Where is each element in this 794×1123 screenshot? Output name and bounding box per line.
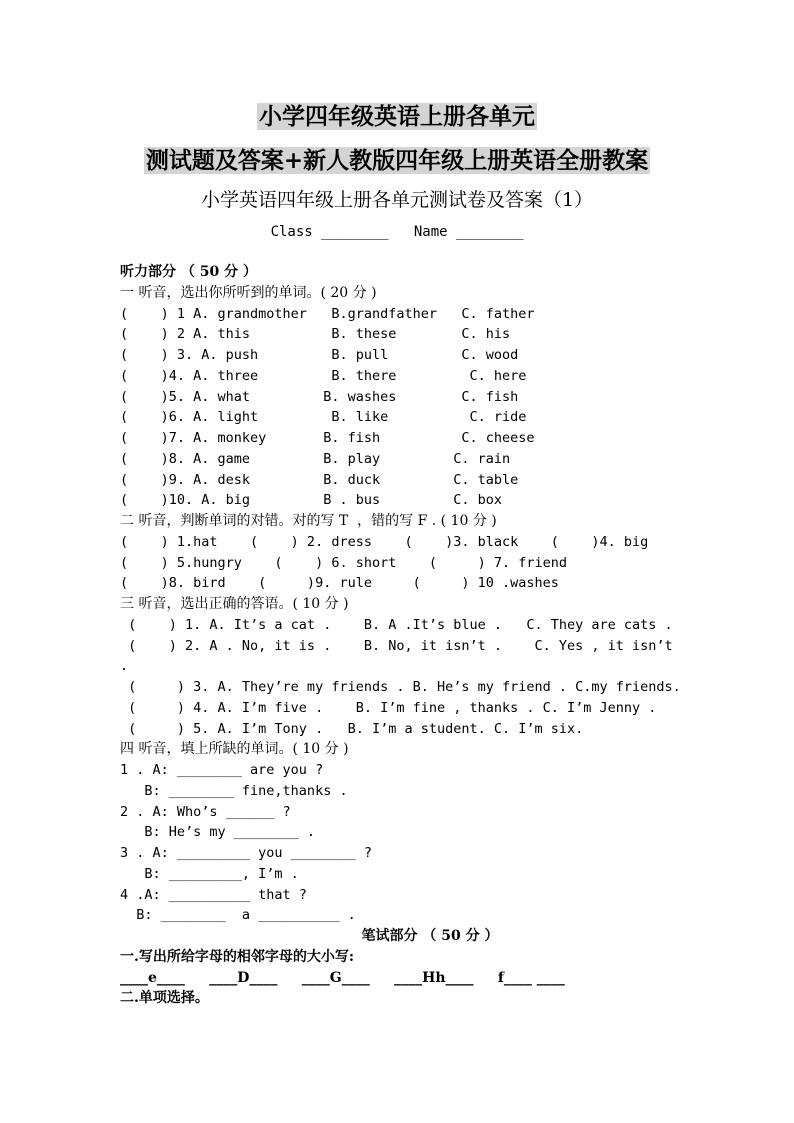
question-line: . <box>120 658 129 675</box>
part-heading: 二.单项选择。 <box>120 990 209 1007</box>
section-heading-listening: 听力部分 （ 50 分 ） <box>120 264 257 280</box>
question-line: ( ) 3. A. They’re my friends . B. He’s my friend . C.my friends. <box>120 679 681 695</box>
question-line: ( ) 1. A. It’s a cat . B. A .It’s blue . C. They are cats . <box>120 616 673 633</box>
question-line: ( )6. A. light B. like C. ride <box>120 409 527 426</box>
question-line: ( )8. bird ( )9. rule ( ) 10 .washes <box>120 575 559 592</box>
part-heading: 一 听音，选出你所听到的单词。( 20 分 ) <box>120 284 377 301</box>
section-heading-written: 笔试部分 （ 50 分 ） <box>361 928 499 944</box>
question-line: ( )9. A. desk B. duck C. table <box>120 471 519 488</box>
title-line-2: 测试题及答案+新人教版四年级上册英语全册教案 <box>145 147 649 174</box>
class-name-line: Class ________ Name ________ <box>270 224 524 240</box>
question-line: ____e____ ____D____ ____G____ ____Hh____ f____ ____ <box>120 969 565 986</box>
subtitle: 小学英语四年级上册各单元测试卷及答案（1） <box>200 189 594 211</box>
question-line: 3 . A: _________ you ________ ? <box>120 845 372 861</box>
part-heading: 三 听音，选出正确的答语。( 10 分 ) <box>120 596 349 612</box>
question-line: ( )10. A. big B . bus C. box <box>120 492 503 509</box>
question-line: ( ) 2 A. this B. these C. his <box>120 326 511 343</box>
question-line: B: ________ fine,thanks . <box>120 782 348 799</box>
question-line: ( ) 1 A. grandmother B.grandfather C. father <box>120 305 535 322</box>
question-line: ( )5. A. what B. washes C. fish <box>120 388 519 405</box>
question-line: ( ) 4. A. I’m five . B. I’m fine , thanks . C. I’m Jenny . <box>120 699 657 716</box>
question-line: ( )8. A. game B. play C. rain <box>120 450 511 467</box>
part-heading: 二 听音，判断单词的对错。对的写 T ，错的写 F . ( 10 分 ) <box>120 513 497 529</box>
question-line: B: ________ a __________ . <box>120 907 356 924</box>
question-line: B: He’s my ________ . <box>120 824 316 841</box>
question-line: ( ) 1.hat ( ) 2. dress ( )3. black ( )4. big <box>120 533 649 550</box>
question-line: ( ) 5.hungry ( ) 6. short ( ) 7. friend <box>120 554 568 571</box>
question-line: ( )4. A. three B. there C. here <box>120 367 527 384</box>
title-line-1: 小学四年级英语上册各单元 <box>259 103 535 130</box>
question-line: B: _________, I’m . <box>120 865 299 882</box>
exam-body <box>120 262 740 1009</box>
question-line: ( ) 2. A . No, it is . B. No, it isn’t . C. Yes , it isn’t <box>120 637 673 654</box>
question-line: 2 . A: Who’s ______ ? <box>120 803 291 820</box>
question-line: ( )7. A. monkey B. fish C. cheese <box>120 430 535 446</box>
question-line: 4 .A: __________ that ? <box>120 886 307 903</box>
part-heading: 一.写出所给字母的相邻字母的大小写: <box>120 948 355 965</box>
part-heading: 四 听音，填上所缺的单词。( 10 分 ) <box>120 741 349 758</box>
question-line: ( ) 5. A. I’m Tony . B. I’m a student. C. I’m six. <box>120 720 584 737</box>
question-line: ( ) 3. A. push B. pull C. wood <box>120 347 519 363</box>
question-line: 1 . A: ________ are you ? <box>120 762 324 778</box>
